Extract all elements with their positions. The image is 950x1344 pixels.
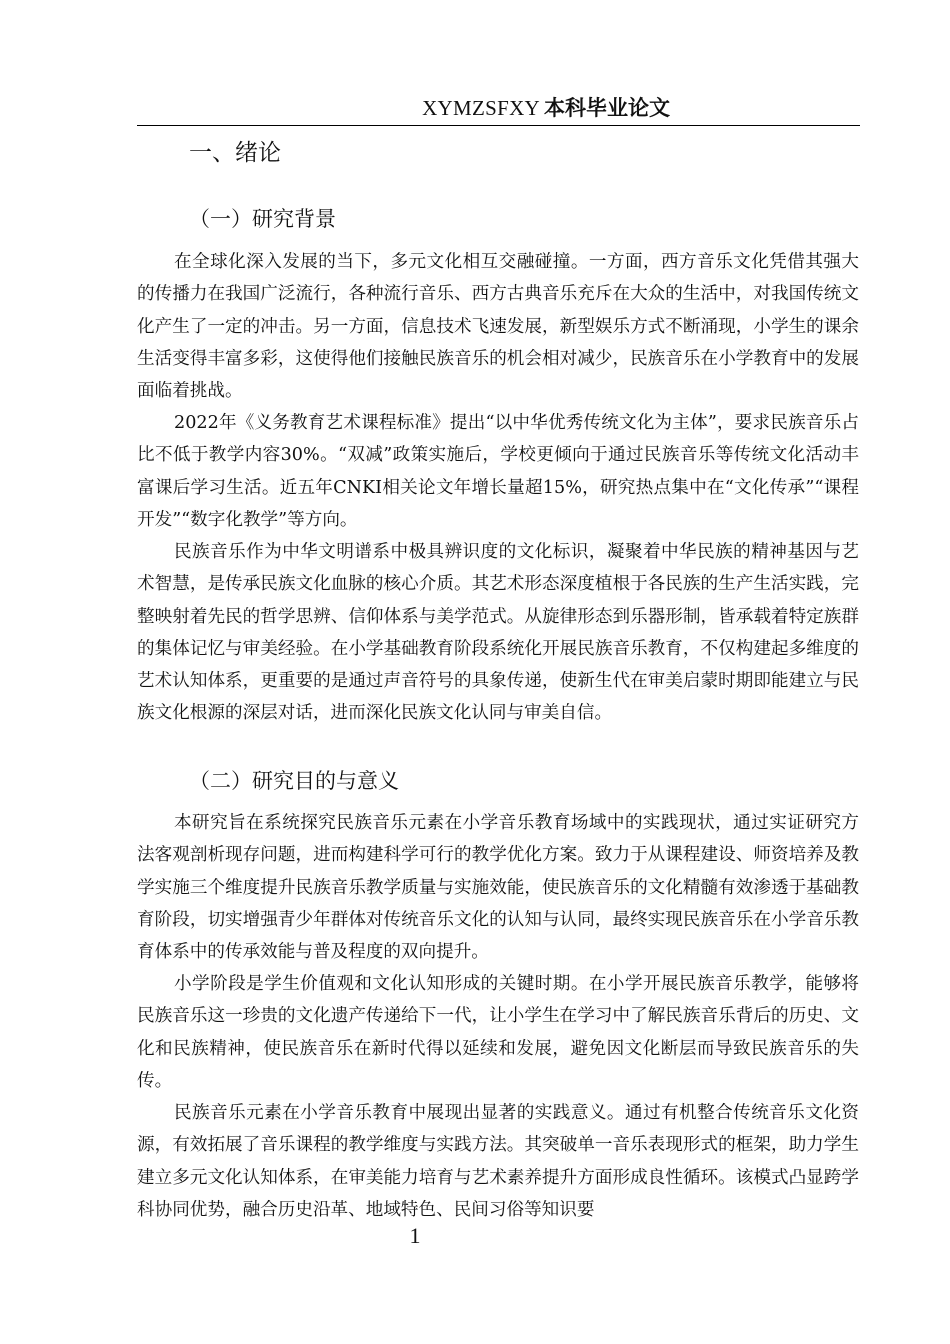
header-title bbox=[422, 95, 670, 121]
paragraph-background-3: 民族音乐作为中华文明谱系中极具辨识度的文化标识，凝聚着中华民族的精神基因与艺术智慧，是传承民族文化血脉的核心介质。其艺术形态深度植根于各民族的生产生活实践，完整映射着先民的哲学思辨、信仰体系与美学范式。从旋律形态到乐器形制，皆承载着特定族群的集体记忆与审美经验。在小学基础教育阶段系统化开展民族音乐教育，不仅构建起多维度的艺术认知体系，更重要的是通过声音符号的具象传递，使新生代在审美启蒙时期即能建立与民族文化根源的深层对话，进而深化民族文化认同与审美自信。 bbox=[137, 542, 859, 724]
header-doc-type: 本科毕业论文 bbox=[544, 96, 670, 120]
paragraph-purpose-2: 小学阶段是学生价值观和文化认知形成的关键时期。在小学开展民族音乐教学，能够将民族音乐这一珍贵的文化遗产传递给下一代，让小学生在学习中了解民族音乐背后的历史、文化和民族精神，使民族音乐在新时代得以延续和发展，避免因文化断层而导致民族音乐的失传。 bbox=[137, 974, 859, 1091]
chapter-title: 一、绪论 bbox=[189, 140, 281, 166]
page-number: 1 bbox=[409, 1223, 421, 1248]
section-title-purpose: （二）研究目的与意义 bbox=[189, 769, 399, 793]
paragraph-purpose-3: 民族音乐元素在小学音乐教育中展现出显著的实践意义。通过有机整合传统音乐文化资源，有效拓展了音乐课程的教学维度与实践方法。其突破单一音乐表现形式的框架，助力学生建立多元文化认知体系，在审美能力培育与艺术素养提升方面形成良性循环。该模式凸显跨学科协同优势，融合历史沿革、地域特色、民间习俗等知识要 bbox=[137, 1103, 859, 1220]
header-school-code: XYMZSFXY bbox=[422, 96, 540, 120]
paragraph-background-2: 2022年《义务教育艺术课程标准》提出“以中华优秀传统文化为主体”，要求民族音乐占比不低于教学内容30%。“双减”政策实施后，学校更倾向于通过民族音乐等传统文化活动丰富课后学习生活。近五年CNKI相关论文年增长量超15%，研究热点集中在“文化传承”“课程开发”“数字化教学”等方向。 bbox=[137, 413, 859, 530]
paragraph-background-1: 在全球化深入发展的当下，多元文化相互交融碰撞。一方面，西方音乐文化凭借其强大的传播力在我国广泛流行，各种流行音乐、西方古典音乐充斥在大众的生活中，对我国传统文化产生了一定的冲击。另一方面，信息技术飞速发展，新型娱乐方式不断涌现，小学生的课余生活变得丰富多彩，这使得他们接触民族音乐的机会相对减少，民族音乐在小学教育中的发展面临着挑战。 bbox=[137, 252, 859, 402]
section-title-background: （一）研究背景 bbox=[189, 207, 336, 231]
page-header bbox=[137, 95, 860, 126]
paragraph-purpose-1: 本研究旨在系统探究民族音乐元素在小学音乐教育场域中的实践现状，通过实证研究方法客观剖析现存问题，进而构建科学可行的教学优化方案。致力于从课程建设、师资培养及教学实施三个维度提升民族音乐教学质量与实施效能，使民族音乐的文化精髓有效渗透于基础教育阶段，切实增强青少年群体对传统音乐文化的认知与认同，最终实现民族音乐在小学音乐教育体系中的传承效能与普及程度的双向提升。 bbox=[137, 813, 859, 963]
